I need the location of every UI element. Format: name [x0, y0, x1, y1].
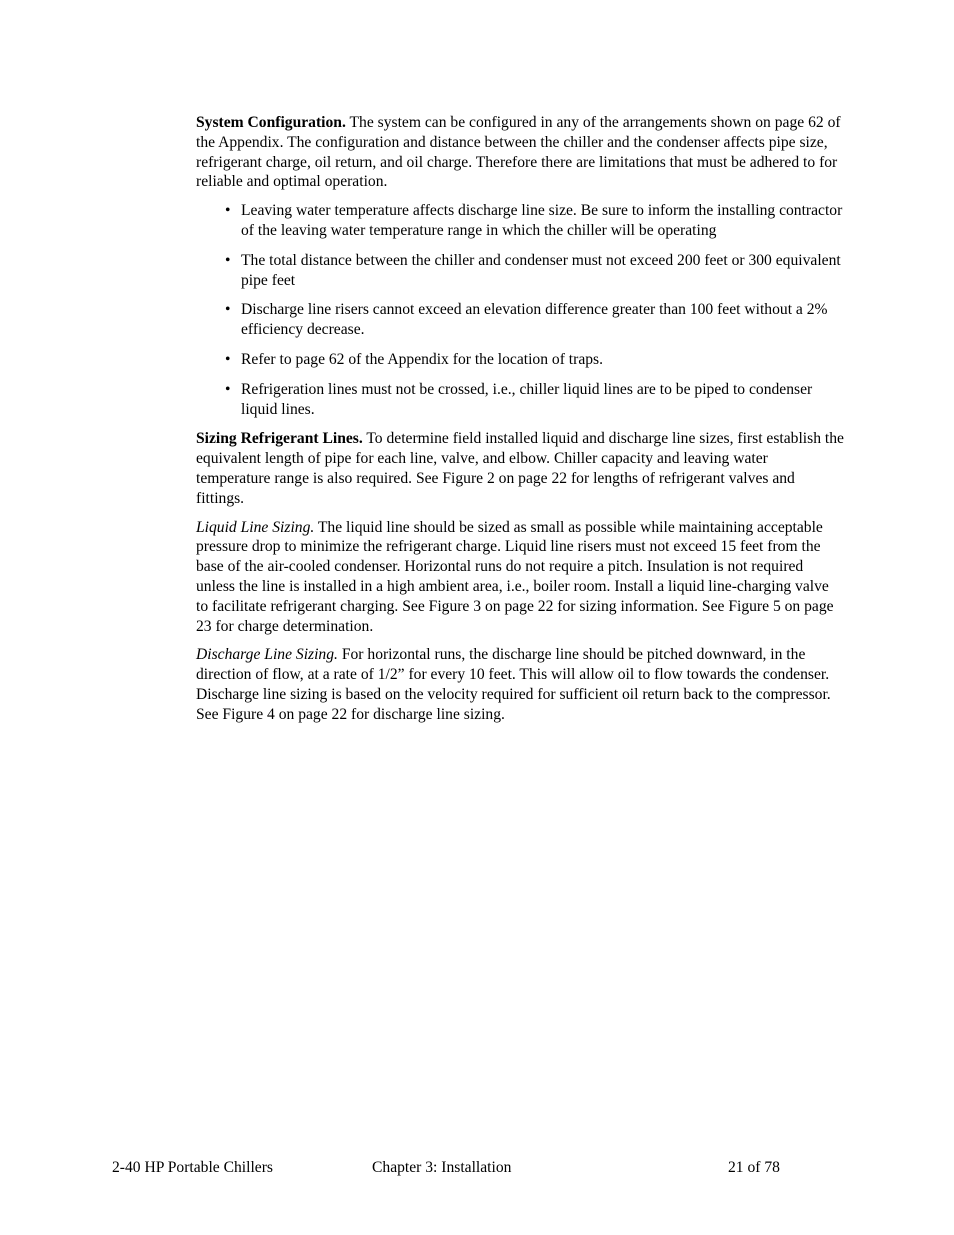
bullet-icon: • [225, 350, 231, 368]
list-item-text: Refer to page 62 of the Appendix for the location of traps. [241, 350, 604, 368]
list-item [196, 300, 844, 340]
bullet-icon: • [225, 202, 231, 220]
bullet-icon: • [225, 301, 231, 319]
liquid-line-sizing-text: The liquid line should be sized as small as possible while maintaining acceptable pressure drop to minimize the refrigerant charge. Liquid line risers must not exceed 15 feet from the base of the air-cooled condenser. Horizontal runs do not require a pitch. Insulation is not required unless the line is installed in a high ambient area, i.e., boiler room. Install a liquid line-charging valve to facilitate refrigerant charging. See Figure 3 on page 22 for sizing information. See Figure 5 on page 23 for charge determination. [196, 518, 834, 635]
list-item-text: The total distance between the chiller and condenser must not exceed 200 feet or 300 equivalent pipe feet [241, 251, 841, 289]
document-body [196, 113, 844, 734]
sizing-refrigerant-lines-heading: Sizing Refrigerant Lines. [196, 430, 363, 448]
footer-manual-title: 2-40 HP Portable Chillers [112, 1159, 273, 1176]
list-item [196, 350, 844, 370]
liquid-line-sizing-heading: Liquid Line Sizing. [196, 518, 315, 536]
list-item [196, 251, 844, 291]
list-item [196, 380, 844, 420]
system-configuration-heading: System Configuration. [196, 114, 346, 131]
footer-chapter: Chapter 3: Installation [372, 1159, 512, 1176]
system-configuration-paragraph [196, 113, 844, 192]
liquid-line-sizing-paragraph [196, 518, 844, 637]
list-item-text: Discharge line risers cannot exceed an elevation difference greater than 100 feet without a 2% efficiency decrease. [241, 301, 828, 339]
footer-page-number: 21 of 78 [728, 1159, 780, 1176]
bullet-icon: • [225, 380, 231, 398]
bullet-icon: • [225, 251, 231, 269]
sizing-refrigerant-lines-text: To determine field installed liquid and discharge line sizes, first establish the equivalent length of pipe for each line, valve, and elbow. Chiller capacity and leaving water temperature range is also required. See Figure 2 on page 22 for lengths of refrigerant valves and fittings. [196, 430, 844, 507]
discharge-line-sizing-text: For horizontal runs, the discharge line should be pitched downward, in the direction of flow, at a rate of 1/2” for every 10 feet. This will allow oil to flow towards the condenser. Discharge line sizing is based on the velocity required for sufficient oil return back to the compressor. See Figure 4 on page 22 for discharge line sizing. [196, 646, 831, 723]
discharge-line-sizing-heading: Discharge Line Sizing. [196, 646, 338, 664]
list-item-text: Leaving water temperature affects discharge line size. Be sure to inform the installing contractor of the leaving water temperature range in which the chiller will be operating [241, 202, 843, 239]
sizing-refrigerant-lines-paragraph [196, 429, 844, 508]
system-configuration-text: The system can be configured in any of the arrangements shown on page 62 of the Appendix. The configuration and distance between the chiller and the condenser affects pipe size, refrigerant charge, oil return, and oil charge. Therefore there are limitations that must be adhered to for reliable and optimal operation. [196, 114, 841, 191]
limitations-list [196, 201, 844, 419]
discharge-line-sizing-paragraph [196, 645, 844, 724]
list-item [196, 201, 844, 241]
list-item-text: Refrigeration lines must not be crossed, i.e., chiller liquid lines are to be piped to condenser liquid lines. [241, 380, 813, 418]
